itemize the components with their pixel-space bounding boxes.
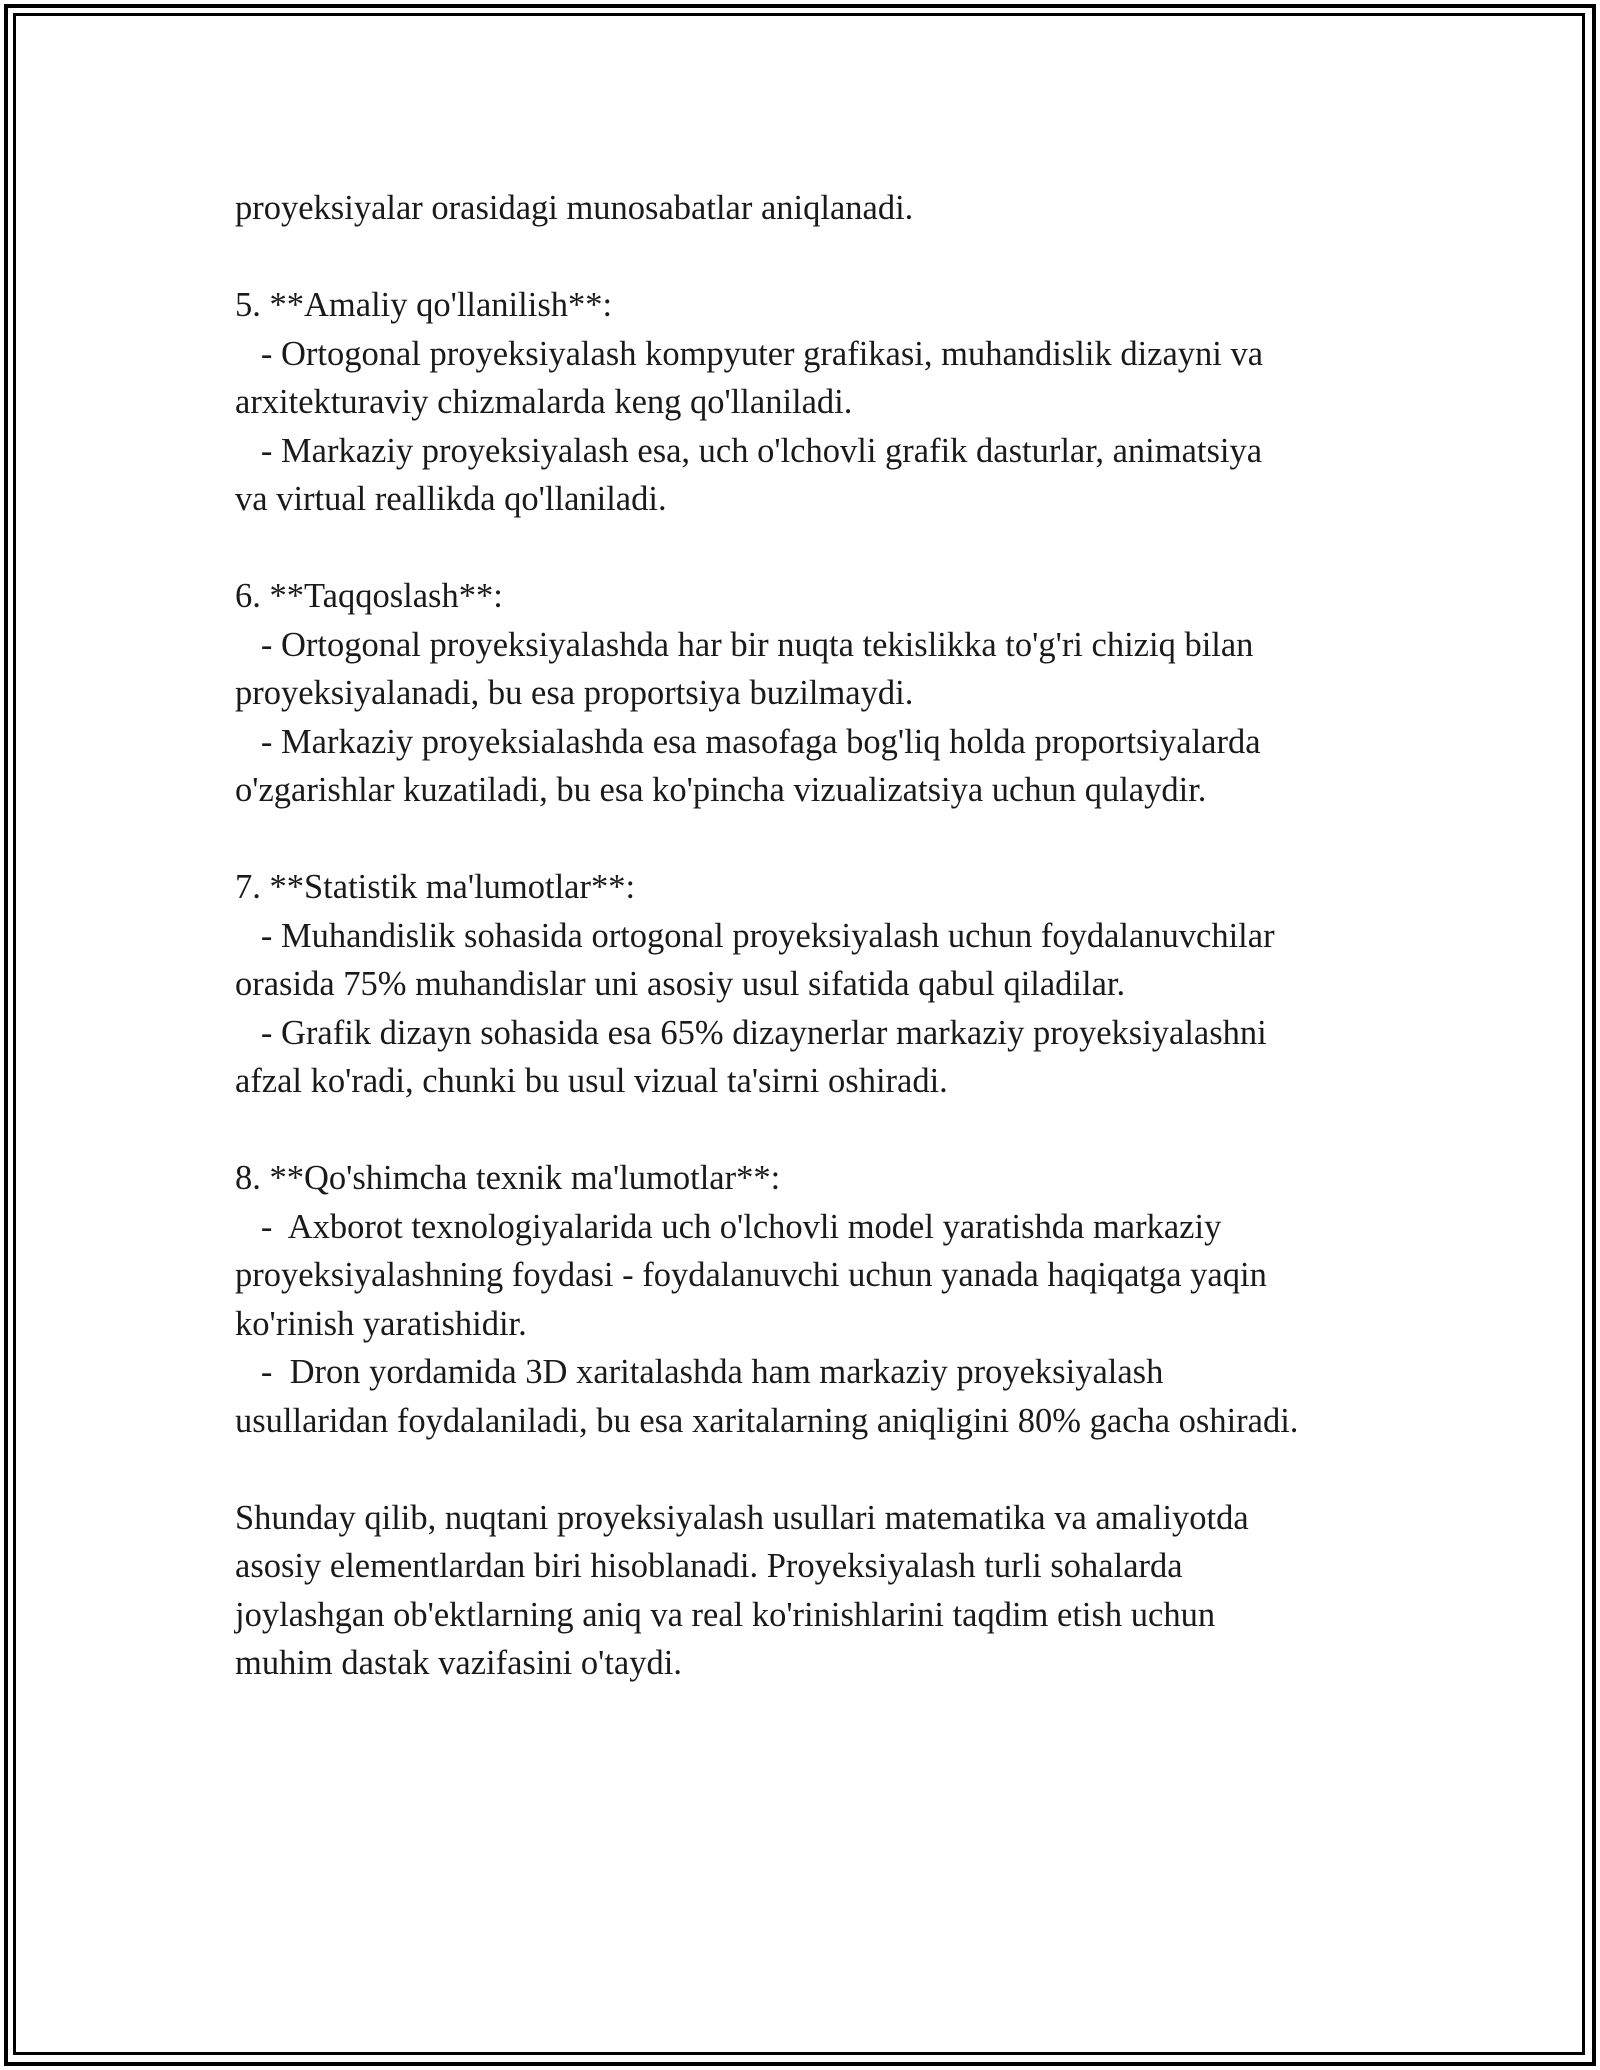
text-line: afzal ko'radi, chunki bu usul vizual ta'sirni oshiradi. <box>235 1062 948 1100</box>
section-heading-8: 8. **Qo'shimcha texnik ma'lumotlar**: <box>235 1159 781 1197</box>
text-line: - Markaziy proyeksiyalash esa, uch o'lchovli grafik dasturlar, animatsiya <box>235 431 1263 470</box>
text-line: - Markaziy proyeksialashda esa masofaga bog'liq holda proportsiyalarda <box>235 722 1261 761</box>
blank-line <box>235 233 1415 282</box>
text-line: - Grafik dizayn sohasida esa 65% dizaynerlar markaziy proyeksiyalashni <box>235 1013 1267 1052</box>
blank-line <box>235 1106 1415 1155</box>
text-line: arxitekturaviy chizmalarda keng qo'llaniladi. <box>235 383 853 421</box>
text-line: - Muhandislik sohasida ortogonal proyeksiyalash uchun foydalanuvchilar <box>235 916 1275 955</box>
text-line: - Axborot texnologiyalarida uch o'lchovli model yaratishda markaziy <box>235 1207 1222 1246</box>
conclusion-line: joylashgan ob'ektlarning aniq va real ko'rinishlarini taqdim etish uchun <box>235 1595 1216 1634</box>
text-line: va virtual reallikda qo'llaniladi. <box>235 480 667 518</box>
section-heading-7: 7. **Statistik ma'lumotlar**: <box>235 868 636 906</box>
text-line: o'zgarishlar kuzatiladi, bu esa ko'pincha vizualizatsiya uchun qulaydir. <box>235 771 1207 809</box>
blank-line <box>235 524 1415 573</box>
conclusion-line: Shunday qilib, nuqtani proyeksiyalash usullari matematika va amaliyotda <box>235 1498 1249 1537</box>
blank-line <box>235 1445 1415 1494</box>
text-line: proyeksiyalanadi, bu esa proportsiya buzilmaydi. <box>235 674 914 712</box>
text-line: - Ortogonal proyeksiyalash kompyuter grafikasi, muhandislik dizayni va <box>235 334 1264 373</box>
conclusion-line: muhim dastak vazifasini o'taydi. <box>235 1644 682 1682</box>
document-body <box>235 184 1415 1688</box>
section-heading-6: 6. **Taqqoslash**: <box>235 577 503 615</box>
text-line: proyeksiyalashning foydasi - foydalanuvchi uchun yanada haqiqatga yaqin <box>235 1256 1267 1294</box>
text-line: ko'rinish yaratishidir. <box>235 1304 527 1343</box>
text-line: orasida 75% muhandislar uni asosiy usul sifatida qabul qiladilar. <box>235 965 1126 1003</box>
text-line: proyeksiyalar orasidagi munosabatlar aniqlanadi. <box>235 189 914 227</box>
text-line: usullaridan foydalaniladi, bu esa xaritalarning aniqligini 80% gacha oshiradi. <box>235 1401 1299 1440</box>
text-line: - Dron yordamida 3D xaritalashda ham markaziy proyeksiyalash <box>235 1353 1164 1391</box>
text-line: - Ortogonal proyeksiyalashda har bir nuqta tekislikka to'g'ri chiziq bilan <box>235 625 1254 664</box>
blank-line <box>235 815 1415 864</box>
conclusion-line: asosiy elementlardan biri hisoblanadi. Proyeksiyalash turli sohalarda <box>235 1547 1183 1585</box>
section-heading-5: 5. **Amaliy qo'llanilish**: <box>235 286 613 324</box>
